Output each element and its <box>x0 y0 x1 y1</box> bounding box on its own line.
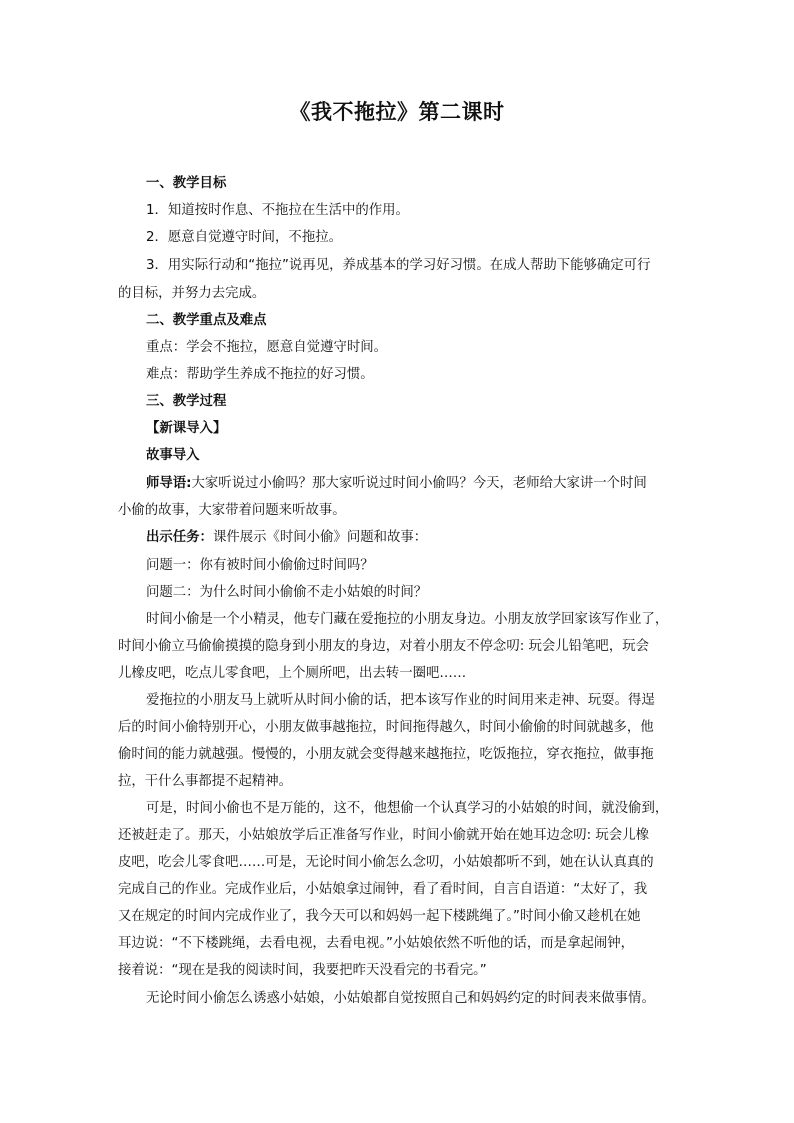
new-lesson-heading: 【新课导入】 <box>146 421 227 436</box>
objective-item-3: 3．用实际行动和“拖拉”说再见，养成基本的学习好习惯。在成人帮助下能够确定可行 <box>146 258 651 273</box>
story-line: 又在规定的时间内完成作业了，我今天可以和妈妈一起下楼跳绳了。”时间小偷又趁机在她 <box>118 909 641 924</box>
teacher-guide-label: 师导语: <box>146 476 192 491</box>
story-line: 时间小偷立马偷偷摸摸的隐身到小朋友的身边，对着小朋友不停念叨: 玩会儿铅笔吧，玩会 <box>118 639 649 654</box>
story-intro-heading: 故事导入 <box>146 448 200 463</box>
objectives-heading: 一、教学目标 <box>146 176 227 191</box>
story-line: 可是，时间小偷也不是万能的，这不，他想偷一个认真学习的小姑娘的时间，就没偷到， <box>146 801 669 816</box>
key-points-heading: 二、教学重点及难点 <box>146 313 267 328</box>
objective-item-1: 1．知道按时作息、不拖拉在生活中的作用。 <box>146 203 409 218</box>
story-line: 无论时间小偷怎么诱惑小姑娘，小姑娘都自觉按照自己和妈妈约定的时间表来做事情。 <box>146 991 655 1006</box>
story-line: 接着说：“现在是我的阅读时间，我要把昨天没看完的书看完。” <box>118 963 487 978</box>
teacher-guide-text-continued: 小偷的故事，大家带着问题来听故事。 <box>118 503 346 518</box>
task-text: 课件展示《时间小偷》问题和故事： <box>212 530 428 545</box>
key-point-focus: 重点：学会不拖拉，愿意自觉遵守时间。 <box>146 340 388 355</box>
story-line: 时间小偷是一个小精灵，他专门藏在爱拖拉的小朋友身边。小朋友放学回家该写作业了， <box>146 612 669 627</box>
question-1: 问题一：你有被时间小偷偷过时间吗？ <box>146 558 374 573</box>
key-point-difficulty: 难点：帮助学生养成不拖拉的好习惯。 <box>146 367 374 382</box>
process-heading: 三、教学过程 <box>146 394 227 409</box>
story-line: 偷时间的能力就越强。慢慢的，小朋友就会变得越来越拖拉，吃饭拖拉，穿衣拖拉，做事拖 <box>118 747 654 762</box>
task-label: 出示任务： <box>146 530 213 545</box>
document-title: 《我不拖拉》第二课时 <box>289 100 505 124</box>
story-line: 后的时间小偷特别开心，小朋友做事越拖拉，时间拖得越久，时间小偷偷的时间就越多，他 <box>118 720 654 735</box>
story-line: 完成自己的作业。完成作业后，小姑娘拿过闹钟，看了看时间，自言自语道：“太好了，我 <box>118 882 648 897</box>
story-line: 拉，干什么事都提不起精神。 <box>118 774 293 789</box>
story-line: 爱拖拉的小朋友马上就听从时间小偷的话，把本该写作业的时间用来走神、玩耍。得逞 <box>146 693 655 708</box>
task-line <box>146 529 427 547</box>
objective-item-3-continued: 的目标，并努力去完成。 <box>118 286 266 301</box>
story-line: 皮吧，吃会儿零食吧……可是，无论时间小偷怎么念叨，小姑娘都听不到，她在认认真真的 <box>118 855 654 870</box>
story-line: 耳边说：“不下楼跳绳，去看电视，去看电视。”小姑娘依然不听他的话，而是拿起闹钟， <box>118 936 635 951</box>
teacher-guide-text: 大家听说过小偷吗？那大家听说过时间小偷吗？今天，老师给大家讲一个时间 <box>191 476 647 491</box>
objective-item-2: 2．愿意自觉遵守时间，不拖拉。 <box>146 230 342 245</box>
teacher-guide-line <box>146 475 647 493</box>
question-2: 问题二：为什么时间小偷偷不走小姑娘的时间？ <box>146 585 428 600</box>
story-line: 还被赶走了。那天，小姑娘放学后正准备写作业，时间小偷就开始在她耳边念叨: 玩会儿橡 <box>118 828 649 843</box>
story-line: 儿橡皮吧，吃点儿零食吧，上个厕所吧，出去转一圈吧…… <box>118 666 467 681</box>
